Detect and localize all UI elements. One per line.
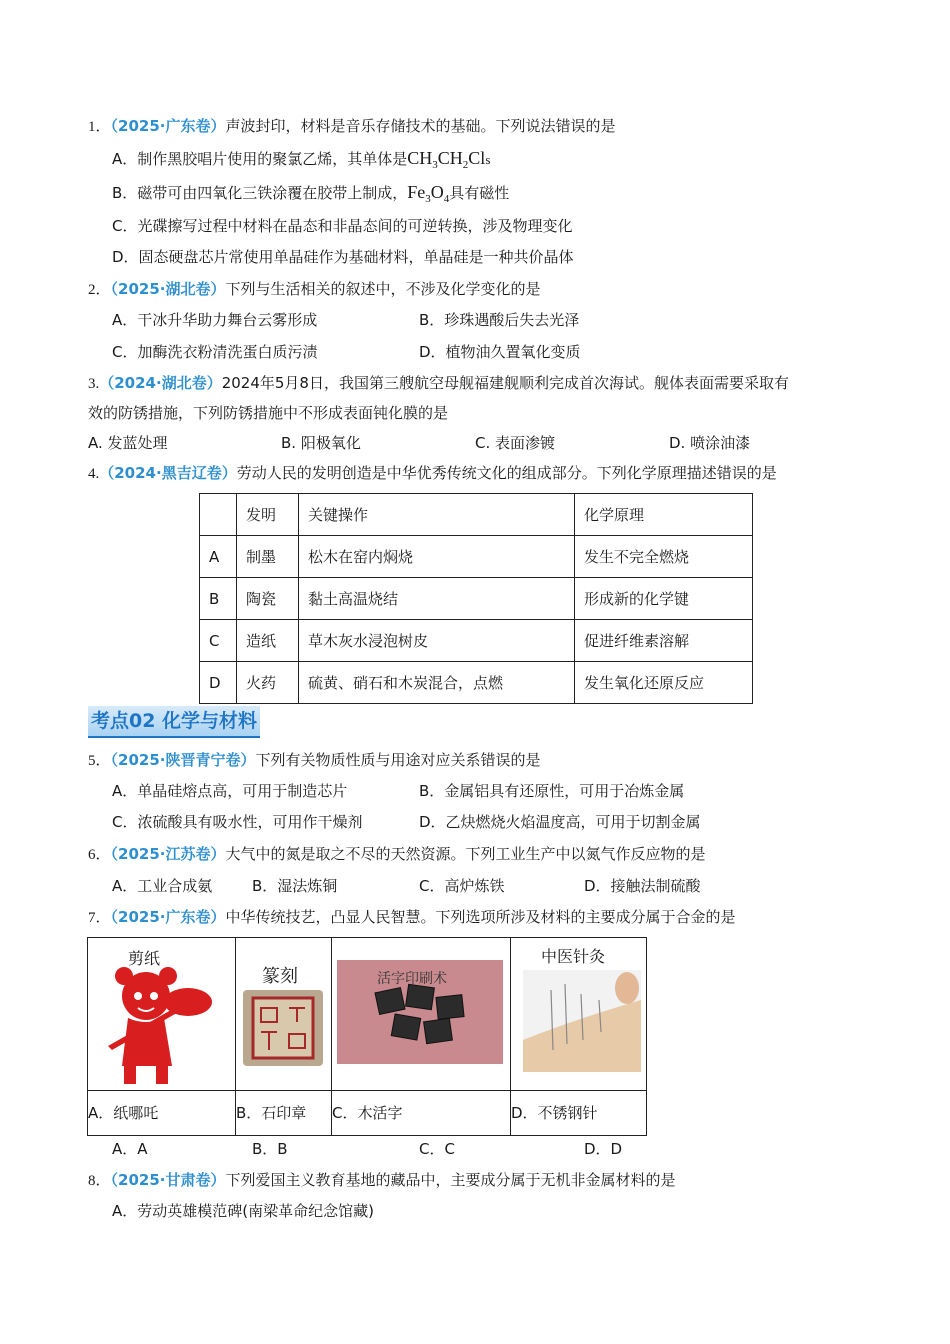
- stone-seal-image: [243, 990, 323, 1068]
- question-3-stem-cont: 效的防锈措施，下列防锈措施中不形成表面钝化膜的是: [88, 404, 449, 422]
- chem-formula: $CH_3CH_2Cls$: [407, 148, 491, 171]
- q2-option-d: D．植物油久置氧化变质: [419, 343, 581, 361]
- question-text: 劳动人民的发明创造是中华优秀传统文化的组成部分。下列化学原理描述错误的是: [236, 464, 777, 482]
- table-cell: D: [200, 662, 237, 704]
- acupuncture-image: [523, 970, 641, 1072]
- source-tag: （2025·甘肃卷）: [110, 1171, 226, 1189]
- question-8-stem: [88, 1170, 675, 1191]
- q7-option-c: C．C: [419, 1140, 455, 1158]
- question-number: 6．: [88, 847, 111, 863]
- q5-option-c: C．浓硫酸具有吸水性，可用作干燥剂: [112, 813, 363, 831]
- picture-title: 活字印刷术: [377, 971, 447, 987]
- q5-option-d: D．乙炔燃烧火焰温度高，可用于切割金属: [419, 813, 701, 831]
- picture-cell: [511, 938, 647, 1091]
- question-number: 4.: [88, 466, 100, 482]
- q3-option-b: B. 阳极氧化: [281, 434, 361, 452]
- table-cell: 发生氧化还原反应: [575, 662, 753, 704]
- table-cell: 造纸: [237, 620, 299, 662]
- question-text: 中华传统技艺，凸显人民智慧。下列选项所涉及材料的主要成分属于合金的是: [225, 908, 736, 926]
- picture-caption: C．木活字: [332, 1091, 511, 1136]
- table-header: [200, 494, 237, 536]
- question-7-stem: [88, 907, 735, 928]
- question-5-stem: [88, 750, 540, 771]
- q6-option-d: D．接触法制硫酸: [584, 877, 701, 895]
- question-text: 下列爱国主义教育基地的藏品中，主要成分属于无机非金属材料的是: [225, 1171, 676, 1189]
- option-text: 具有磁性: [449, 184, 510, 202]
- invention-table: [199, 493, 753, 704]
- question-text: 2024年5月8日，我国第三艘航空母舰福建舰顺利完成首次海试。舰体表面需要采取有: [221, 374, 789, 392]
- table-header-row: [200, 494, 753, 536]
- q1-option-d: D．固态硬盘芯片常使用单晶硅作为基础材料，单晶硅是一种共价晶体: [112, 248, 574, 266]
- source-tag: （2025·广东卷）: [110, 908, 226, 926]
- question-1-stem: [88, 116, 615, 137]
- question-text: 下列与生活相关的叙述中，不涉及化学变化的是: [225, 280, 541, 298]
- picture-cell: [332, 938, 511, 1091]
- table-row: [200, 578, 753, 620]
- picture-title: 篆刻: [262, 966, 298, 987]
- source-tag: （2024·黑吉辽卷）: [99, 464, 237, 482]
- source-tag: （2025·江苏卷）: [110, 845, 226, 863]
- table-header: 化学原理: [575, 494, 753, 536]
- table-cell: 形成新的化学键: [575, 578, 753, 620]
- q5-option-a: A．单晶硅熔点高，可用于制造芯片: [112, 782, 348, 800]
- source-tag: （2025·湖北卷）: [110, 280, 226, 298]
- picture-cell: [236, 938, 332, 1091]
- question-text: 下列有关物质性质与用途对应关系错误的是: [255, 751, 541, 769]
- q6-option-b: B．湿法炼铜: [252, 877, 338, 895]
- question-number: 7．: [88, 910, 111, 926]
- q2-option-c: C．加酶洗衣粉清洗蛋白质污渍: [112, 343, 318, 361]
- crafts-picture-table: [87, 937, 647, 1136]
- q3-option-c: C. 表面渗镀: [475, 434, 556, 452]
- q1-option-c: C．光碟擦写过程中材料在晶态和非晶态间的可逆转换，涉及物理变化: [112, 217, 573, 235]
- q7-option-d: D．D: [584, 1140, 623, 1158]
- table-cell: 黏土高温烧结: [299, 578, 575, 620]
- paper-cut-picture: [88, 938, 235, 1090]
- q1-option-a: [112, 148, 490, 175]
- question-text: 声波封印，材料是音乐存储技术的基础。下列说法错误的是: [225, 117, 616, 135]
- acupuncture-picture: [511, 938, 646, 1090]
- q2-option-a: A．干冰升华助力舞台云雾形成: [112, 311, 318, 329]
- movable-type-picture: [332, 938, 510, 1090]
- picture-caption: A．纸哪吒: [88, 1091, 236, 1136]
- question-number: 8．: [88, 1173, 111, 1189]
- source-tag: （2025·陕晋青宁卷）: [110, 751, 256, 769]
- question-number: 5．: [88, 753, 111, 769]
- picture-cell: [88, 938, 236, 1091]
- question-text: 大气中的氮是取之不尽的天然资源。下列工业生产中以氮气作反应物的是: [225, 845, 706, 863]
- question-number: 3.: [88, 376, 100, 392]
- question-2-stem: [88, 279, 540, 300]
- q3-option-d: D. 喷涂油漆: [669, 434, 751, 452]
- q6-option-a: A．工业合成氨: [112, 877, 213, 895]
- q5-option-b: B．金属铝具有还原性，可用于冶炼金属: [419, 782, 685, 800]
- caption-row: [88, 1091, 647, 1136]
- question-6-stem: [88, 844, 705, 865]
- q7-option-a: A．A: [112, 1140, 148, 1158]
- table-header: 关键操作: [299, 494, 575, 536]
- table-cell: 火药: [237, 662, 299, 704]
- q6-option-c: C．高炉炼铁: [419, 877, 505, 895]
- picture-caption: B．石印章: [236, 1091, 332, 1136]
- table-row: [200, 620, 753, 662]
- picture-title: 中医针灸: [541, 947, 606, 966]
- table-cell: 制墨: [237, 536, 299, 578]
- source-tag: （2024·湖北卷）: [99, 374, 222, 392]
- seal-picture: [236, 938, 331, 1090]
- table-cell: 发生不完全燃烧: [575, 536, 753, 578]
- picture-title: 剪纸: [128, 949, 161, 968]
- q3-option-a: A. 发蓝处理: [88, 434, 168, 452]
- chem-formula: $Fe_3O_4$: [407, 182, 450, 205]
- table-row: [200, 536, 753, 578]
- question-number: 2．: [88, 282, 111, 298]
- table-cell: 陶瓷: [237, 578, 299, 620]
- q1-option-b: [112, 182, 509, 209]
- question-4-stem: [88, 463, 777, 484]
- q2-option-b: B．珍珠遇酸后失去光泽: [419, 311, 580, 329]
- paper-cut-nezha-image: [88, 966, 235, 1090]
- option-text: A．制作黑胶唱片使用的聚氯乙烯，其单体是: [112, 150, 408, 168]
- table-cell: 草木灰水浸泡树皮: [299, 620, 575, 662]
- question-number: 1．: [88, 119, 111, 135]
- q7-option-b: B．B: [252, 1140, 288, 1158]
- option-text: B．磁带可由四氧化三铁涂覆在胶带上制成，: [112, 184, 408, 202]
- table-cell: B: [200, 578, 237, 620]
- picture-caption: D．不锈钢针: [511, 1091, 647, 1136]
- source-tag: （2025·广东卷）: [110, 117, 226, 135]
- picture-row: [88, 938, 647, 1091]
- table-cell: A: [200, 536, 237, 578]
- q8-option-a: A．劳动英雄模范碑(南梁革命纪念馆藏): [112, 1202, 374, 1220]
- table-cell: 松木在窑内焖烧: [299, 536, 575, 578]
- section-header: 考点02 化学与材料: [88, 706, 260, 738]
- table-header: 发明: [237, 494, 299, 536]
- table-row: [200, 662, 753, 704]
- table-cell: 促进纤维素溶解: [575, 620, 753, 662]
- table-cell: C: [200, 620, 237, 662]
- question-3-stem: [88, 373, 789, 394]
- table-cell: 硫黄、硝石和木炭混合，点燃: [299, 662, 575, 704]
